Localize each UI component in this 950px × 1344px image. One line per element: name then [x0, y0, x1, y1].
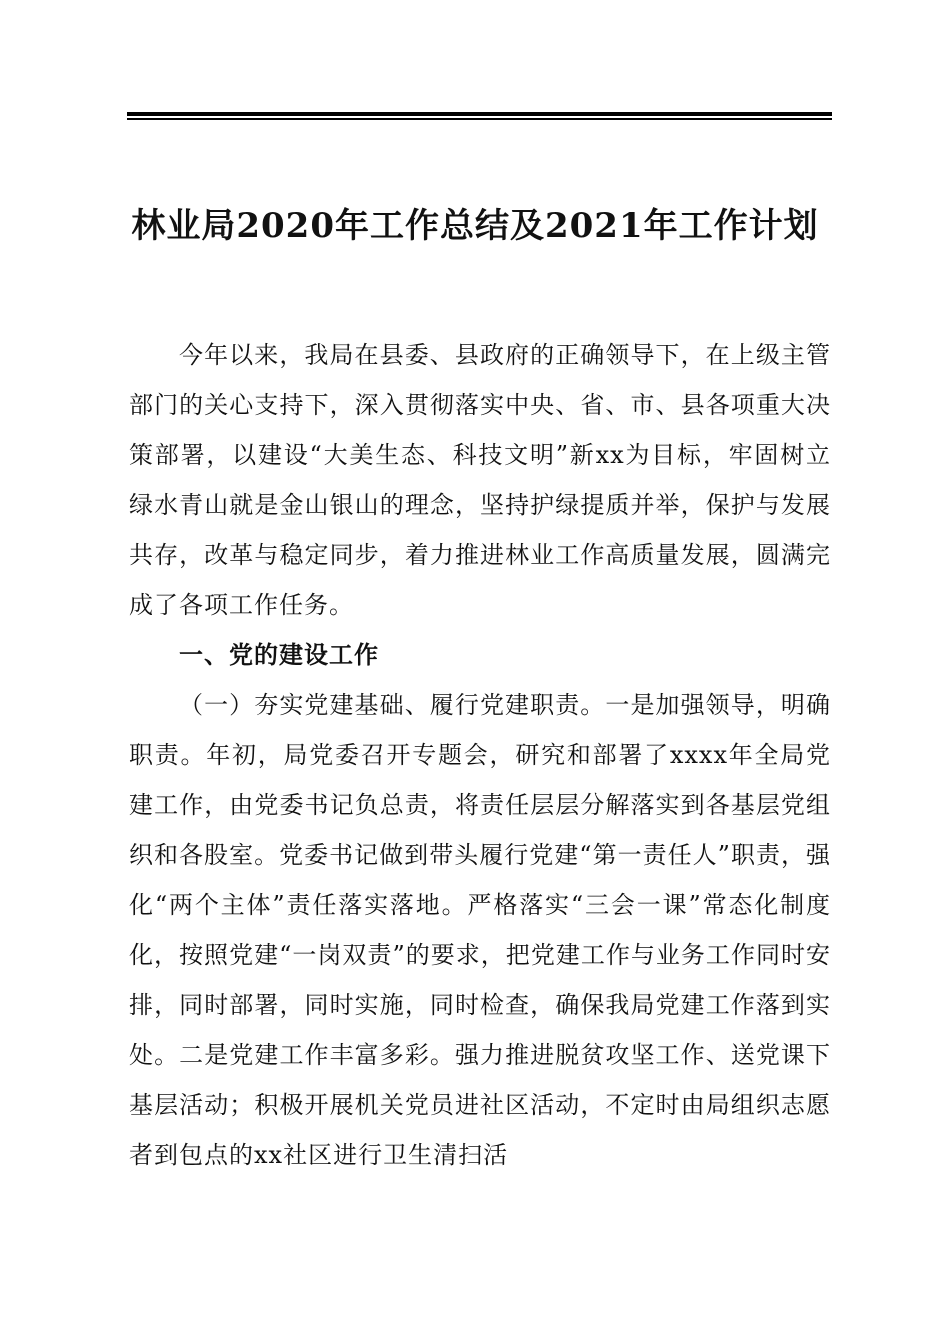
section-heading: 一、党的建设工作 — [179, 641, 379, 669]
document-body — [129, 330, 831, 1180]
header-rule-thin — [127, 118, 832, 120]
section-paragraph: （一）夯实党建基础、履行党建职责。一是加强领导，明确职责。年初，局党委召开专题会，研究和部署了xxxx年全局党建工作，由党委书记负总责，将责任层层分解落实到各基层党组织和各股室。党委书记做到带头履行党建“第一责任人”职责，强化“两个主体”责任落实落地。严格落实“三会一课”常态化制度化，按照党建“一岗双责”的要求，把党建工作与业务工作同时安排，同时部署，同时实施，同时检查，确保我局党建工作落到实处。二是党建工作丰富多彩。强力推进脱贫攻坚工作、送党课下基层活动；积极开展机关党员进社区活动，不定时由局组织志愿者到包点的xx社区进行卫生清扫活 — [129, 691, 831, 1169]
intro-paragraph: 今年以来，我局在县委、县政府的正确领导下，在上级主管部门的关心支持下，深入贯彻落实中央、省、市、县各项重大决策部署，以建设“大美生态、科技文明”新xx为目标，牢固树立绿水青山就是金山银山的理念，坚持护绿提质并举，保护与发展共存，改革与稳定同步，着力推进林业工作高质量发展，圆满完成了各项工作任务。 — [129, 341, 831, 619]
document-title: 林业局2020年工作总结及2021年工作计划 — [131, 206, 819, 246]
header-rule-thick — [127, 112, 832, 116]
